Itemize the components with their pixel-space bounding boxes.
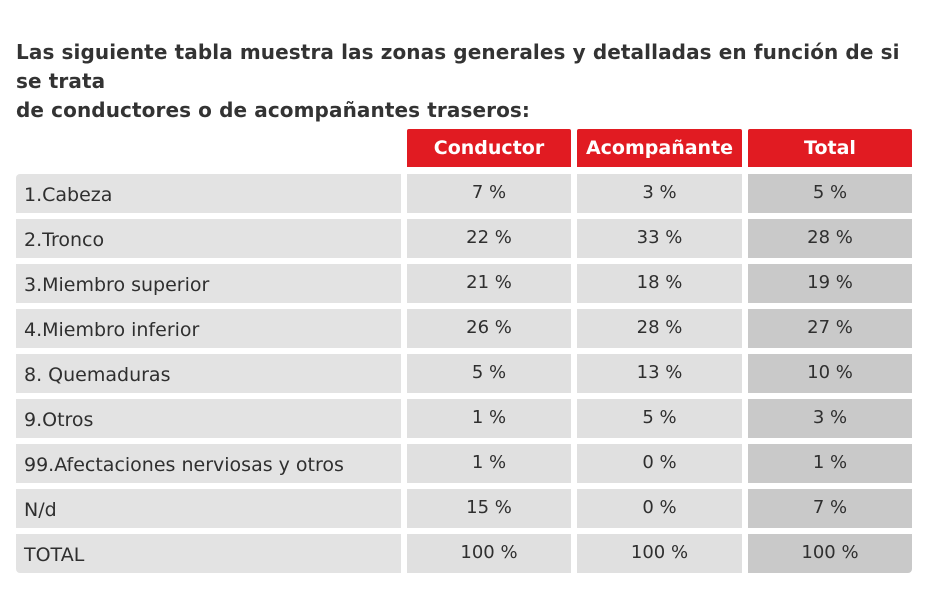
row-label: 4.Miembro inferior bbox=[16, 309, 401, 348]
cell-acompanante: 33 % bbox=[577, 219, 742, 258]
cell-acompanante: 28 % bbox=[577, 309, 742, 348]
row-label: 99.Afectaciones nerviosas y otros bbox=[16, 444, 401, 483]
cell-acompanante: 3 % bbox=[577, 174, 742, 213]
cell-acompanante: 18 % bbox=[577, 264, 742, 303]
cell-conductor: 15 % bbox=[407, 489, 571, 528]
cell-total: 5 % bbox=[748, 174, 912, 213]
cell-conductor: 21 % bbox=[407, 264, 571, 303]
cell-total: 7 % bbox=[748, 489, 912, 528]
intro-line-1: Las siguiente tabla muestra las zonas generales y detalladas en función de si se trata bbox=[16, 40, 900, 93]
cell-total: 1 % bbox=[748, 444, 912, 483]
cell-conductor: 1 % bbox=[407, 399, 571, 438]
cell-conductor: 26 % bbox=[407, 309, 571, 348]
header-total: Total bbox=[748, 129, 912, 167]
header-conductor: Conductor bbox=[407, 129, 571, 167]
header-acompanante: Acompañante bbox=[577, 129, 742, 167]
cell-total: 3 % bbox=[748, 399, 912, 438]
row-label: 8. Quemaduras bbox=[16, 354, 401, 393]
cell-total: 19 % bbox=[748, 264, 912, 303]
cell-conductor: 22 % bbox=[407, 219, 571, 258]
cell-conductor: 5 % bbox=[407, 354, 571, 393]
row-label: 3.Miembro superior bbox=[16, 264, 401, 303]
row-label: 1.Cabeza bbox=[16, 174, 401, 213]
cell-acompanante: 13 % bbox=[577, 354, 742, 393]
row-label: N/d bbox=[16, 489, 401, 528]
row-label: 9.Otros bbox=[16, 399, 401, 438]
cell-acompanante: 5 % bbox=[577, 399, 742, 438]
cell-total: 27 % bbox=[748, 309, 912, 348]
row-label: 2.Tronco bbox=[16, 219, 401, 258]
cell-acompanante: 0 % bbox=[577, 489, 742, 528]
cell-total: 10 % bbox=[748, 354, 912, 393]
cell-acompanante: 100 % bbox=[577, 534, 742, 573]
intro-text bbox=[16, 38, 916, 125]
cell-conductor: 7 % bbox=[407, 174, 571, 213]
intro-line-2: de conductores o de acompañantes traseros: bbox=[16, 98, 531, 122]
cell-total: 28 % bbox=[748, 219, 912, 258]
cell-total: 100 % bbox=[748, 534, 912, 573]
cell-acompanante: 0 % bbox=[577, 444, 742, 483]
cell-conductor: 100 % bbox=[407, 534, 571, 573]
row-label-total: TOTAL bbox=[16, 534, 401, 573]
cell-conductor: 1 % bbox=[407, 444, 571, 483]
